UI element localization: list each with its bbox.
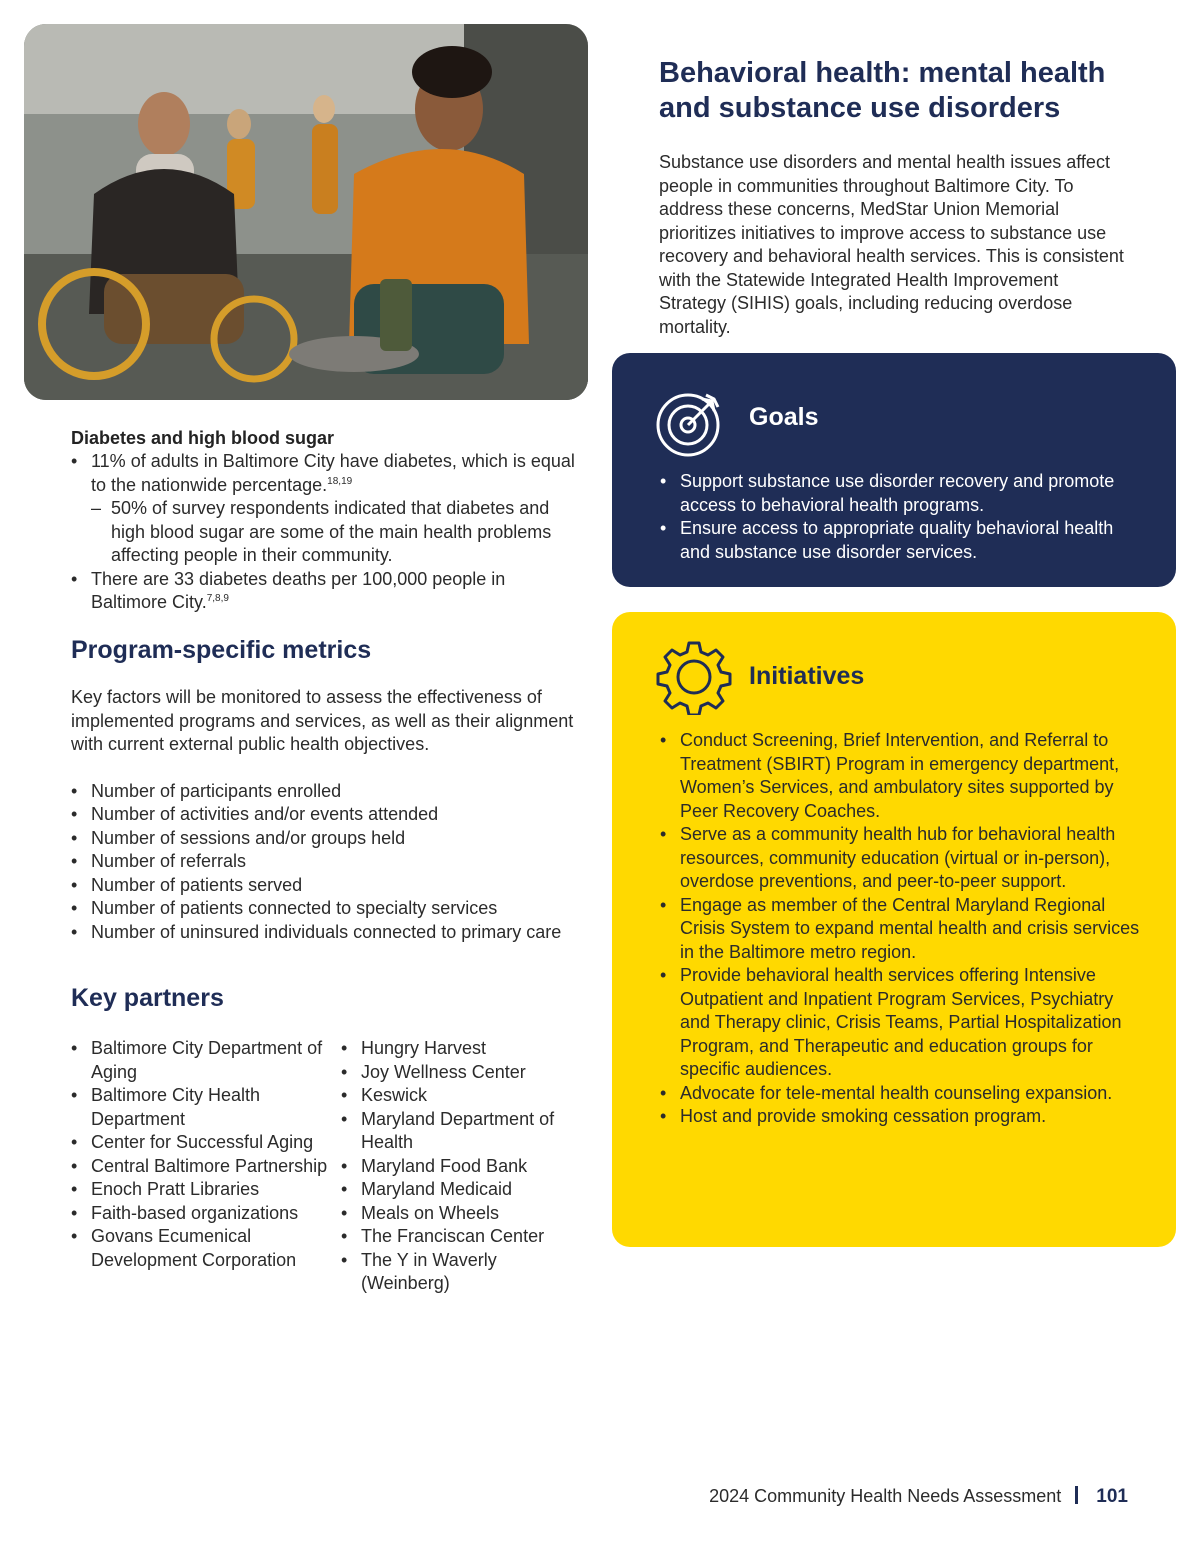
partners-list-1 <box>71 1037 331 1272</box>
metric-item: • Number of uninsured individuals connected to primary care <box>71 921 581 945</box>
metric-item: • Number of activities and/or events attended <box>71 803 581 827</box>
metrics-intro: Key factors will be monitored to assess the effectiveness of implemented programs and services, as well as their alignment with current external public health objectives. <box>71 687 574 754</box>
partners-section <box>71 984 581 1013</box>
page-title: Behavioral health: mental health and substance use disorders <box>659 57 1106 124</box>
partner-item: • Joy Wellness Center <box>341 1061 581 1085</box>
initiative-item: • Engage as member of the Central Maryland Regional Crisis System to expand mental health and crisis services in the Baltimore metro region. <box>660 894 1140 965</box>
target-icon <box>656 387 726 462</box>
partner-item: • Enoch Pratt Libraries <box>71 1178 331 1202</box>
diabetes-heading: Diabetes and high blood sugar <box>71 428 335 448</box>
footer-title: 2024 Community Health Needs Assessment <box>709 1486 1062 1506</box>
page-footer <box>709 1486 1128 1508</box>
partner-item: • Maryland Medicaid <box>341 1178 581 1202</box>
list-item: – 50% of survey respondents indicated that diabetes and high blood sugar are some of the main health problems affecting people in their community. <box>91 497 581 568</box>
initiatives-list <box>660 729 1140 1129</box>
diabetes-stat-text: 11% of adults in Baltimore City have diabetes, which is equal to the nationwide percentage. <box>91 451 575 495</box>
partner-item: • Faith-based organizations <box>71 1202 331 1226</box>
footer-divider <box>1075 1486 1078 1504</box>
initiative-item: • Advocate for tele-mental health counseling expansion. <box>660 1082 1140 1106</box>
goal-item: • Support substance use disorder recovery and promote access to behavioral health programs. <box>660 470 1140 517</box>
partner-item: • Meals on Wheels <box>341 1202 581 1226</box>
metric-item: • Number of participants enrolled <box>71 780 581 804</box>
partner-item: • Hungry Harvest <box>341 1037 581 1061</box>
partner-item: • Baltimore City Health Department <box>71 1084 331 1131</box>
metric-item: • Number of patients served <box>71 874 581 898</box>
partner-item: • Maryland Food Bank <box>341 1155 581 1179</box>
partner-item: • Center for Successful Aging <box>71 1131 331 1155</box>
initiative-item: • Conduct Screening, Brief Intervention, and Referral to Treatment (SBIRT) Program in emergency department, Women’s Services, and ambulatory sites supported by Peer Recovery Coaches. <box>660 729 1140 823</box>
goals-title: Goals <box>749 403 819 431</box>
initiatives-title: Initiatives <box>749 662 865 690</box>
diabetes-list <box>71 450 581 615</box>
goals-panel <box>612 353 1176 587</box>
diabetes-deaths-text: There are 33 diabetes deaths per 100,000 people in Baltimore City. <box>91 568 506 612</box>
goals-list <box>660 470 1140 564</box>
footnote-ref: 7,8,9 <box>206 593 229 604</box>
initiatives-panel <box>612 612 1176 1247</box>
partners-column-1 <box>71 1037 331 1272</box>
partner-item: • Baltimore City Department of Aging <box>71 1037 331 1084</box>
partners-column-2 <box>341 1037 581 1296</box>
behavioral-health-intro: Substance use disorders and mental health issues affect people in communities throughout Baltimore City. To address these concerns, MedStar Union Memorial prioritizes initiatives to improve access to substance use recovery and behavioral health services. This is consistent with the Statewide Integrated Health Improvement Strategy (SIHIS) goals, including reducing overdose mortality. <box>659 152 1124 337</box>
photo-illustration <box>24 24 588 400</box>
list-item <box>71 450 581 568</box>
partner-item: • The Y in Waverly (Weinberg) <box>341 1249 581 1296</box>
initiative-item: • Host and provide smoking cessation program. <box>660 1105 1140 1129</box>
partner-item: • The Franciscan Center <box>341 1225 581 1249</box>
footnote-ref: 18,19 <box>327 475 353 487</box>
partners-list-2 <box>341 1037 581 1296</box>
metric-item: • Number of referrals <box>71 850 581 874</box>
metrics-heading: Program-specific metrics <box>71 636 372 664</box>
list-item <box>71 568 581 615</box>
metric-item: • Number of patients connected to specialty services <box>71 897 581 921</box>
page-number: 101 <box>1096 1486 1128 1507</box>
partner-item: • Central Baltimore Partnership <box>71 1155 331 1179</box>
hero-photo <box>24 24 588 400</box>
behavioral-health-section <box>659 56 1139 339</box>
diabetes-section <box>71 428 581 615</box>
partner-item: • Govans Ecumenical Development Corporation <box>71 1225 331 1272</box>
gear-icon <box>656 639 732 720</box>
metrics-section <box>71 636 581 944</box>
initiative-item: • Provide behavioral health services offering Intensive Outpatient and Inpatient Program Services, Psychiatry and Therapy clinic, Crisis Teams, Partial Hospitalization Program, and Therapeutic and education groups for specific audiences. <box>660 964 1140 1082</box>
initiative-item: • Serve as a community health hub for behavioral health resources, community education (virtual or in-person), overdose preventions, and peer-to-peer support. <box>660 823 1140 894</box>
diabetes-sublist <box>91 497 581 568</box>
goal-item: • Ensure access to appropriate quality behavioral health and substance use disorder services. <box>660 517 1140 564</box>
partner-item: • Keswick <box>341 1084 581 1108</box>
partners-heading: Key partners <box>71 984 224 1012</box>
partner-item: • Maryland Department of Health <box>341 1108 581 1155</box>
metrics-list <box>71 780 581 945</box>
metric-item: • Number of sessions and/or groups held <box>71 827 581 851</box>
